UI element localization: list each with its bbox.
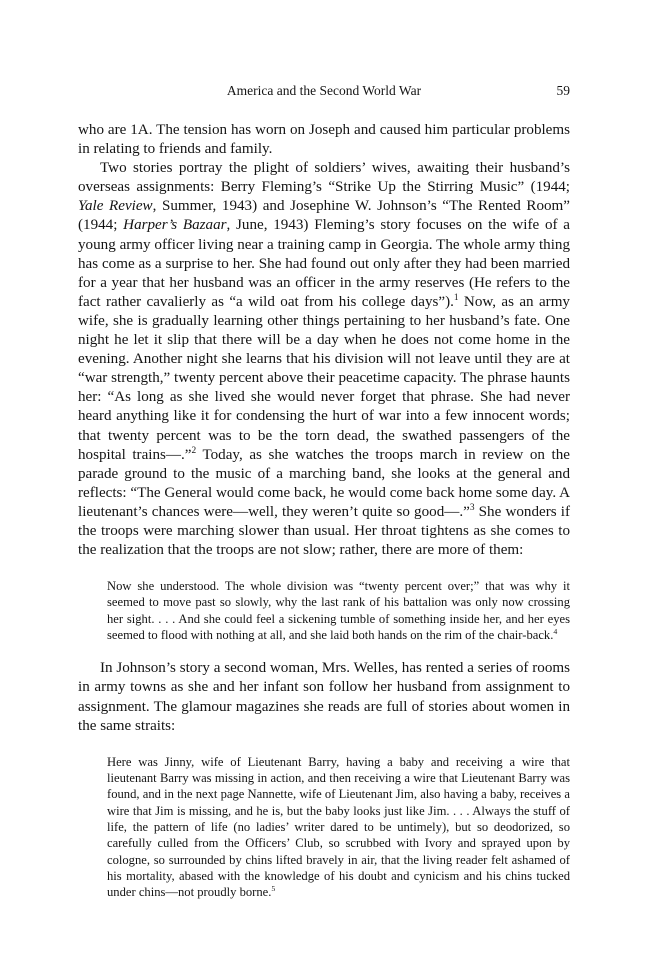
paragraph-johnson-story: In Johnson’s story a second woman, Mrs. Welles, has rented a series of rooms in army towns as she and her infant son follow her husband from assignment to assignment. The glamour magazines she reads are full of stories about women in the same straits: [78,660,570,734]
block-quote-johnson-text: Here was Jinny, wife of Lieutenant Barry, having a baby and receiving a wire that lieutenant Barry was missing in action, and then receiving a wire that Lieutenant Barry was found, and in the next page Nannette, wife of Lieutenant Jim, also having a baby, receives a wire that Jim is missing, and he is, but the baby looks just like Jim. . . . Always the stuff of life, the pattern of life (no ladies’ writer dared to be untimely), but so deodorized, so carefully culled from the Officers’ Club, so scrubbed with Ivory and sprayed upon by cologne, so surrounded by chins lifted bravely in air, that the living reader felt ashamed of his mortality, abased with the knowledge of his doubt and cynicism and his chins tucked under chins—not proudly borne.$^5$ [107,754,570,900]
paragraph-continuation: who are 1A. The tension has worn on Joseph and caused him particular problems in relating to friends and family. [78,122,570,158]
block-quote-johnson [78,754,570,901]
block-quote-fleming-text: Now she understood. The whole division was “twenty percent over;” that was why it seemed to move past so slowly, why the last rank of his battalion was only now crossing her sight. . . . And she could feel a sickening tumble of something inside her, and her eyes seemed to flood with nothing at all, and she laid both hands on the rim of the chair-back.$^4$ [107,579,570,643]
block-quote-fleming [78,578,570,643]
page-body [78,121,570,900]
running-head: America and the Second World War [226,83,422,98]
paragraph-two-stories: Two stories portray the plight of soldiers’ wives, awaiting their husband’s overseas assignments: Berry Fleming’s “Strike Up the Stirring Music” (1944; Yale Review, Summer, 1943) and Josephine W. Johnson’s “The Rented Room” (1944; Harper’s Bazaar, June, 1943) Fleming’s story focuses on the wife of a young army officer living near a training camp in Georgia. The whole army thing has come as a surprise to her. She had found out only after they had been married for a year that her husband was an officer in the army reserves (He refers to the fact rather cavalierly as “a wild oat from his college days”).$^1$ Now, as an army wife, she is gradually learning other things pertaining to her husband’s fate. One night he let it slip that there will be a day when he does not come home in the evening. Another night she learns that his division will not leave until they are at “war strength,” twenty percent above their peacetime capacity. The phrase haunts her: “As long as she lived she would never forget that phrase. She had never heard anything like it for condensing the hurt of war into a few innocent words; that twenty percent was to be the torn dead, the swathed passengers of the hospital trains—.”$^2$ Today, as she watches the troops march in review on the parade ground to the music of a marching band, she looks at the general and reflects: “The General would come back, he would come back home some day. A lieutenant’s chances were—well, they weren’t quite so good—.”$^3$ She wonders if the troops were marching slower than usual. Her throat tightens as she comes to the realization that the troops are not slow; rather, there are more of them: [78,160,570,559]
page-header [78,83,570,101]
page-number: 59 [556,83,570,98]
